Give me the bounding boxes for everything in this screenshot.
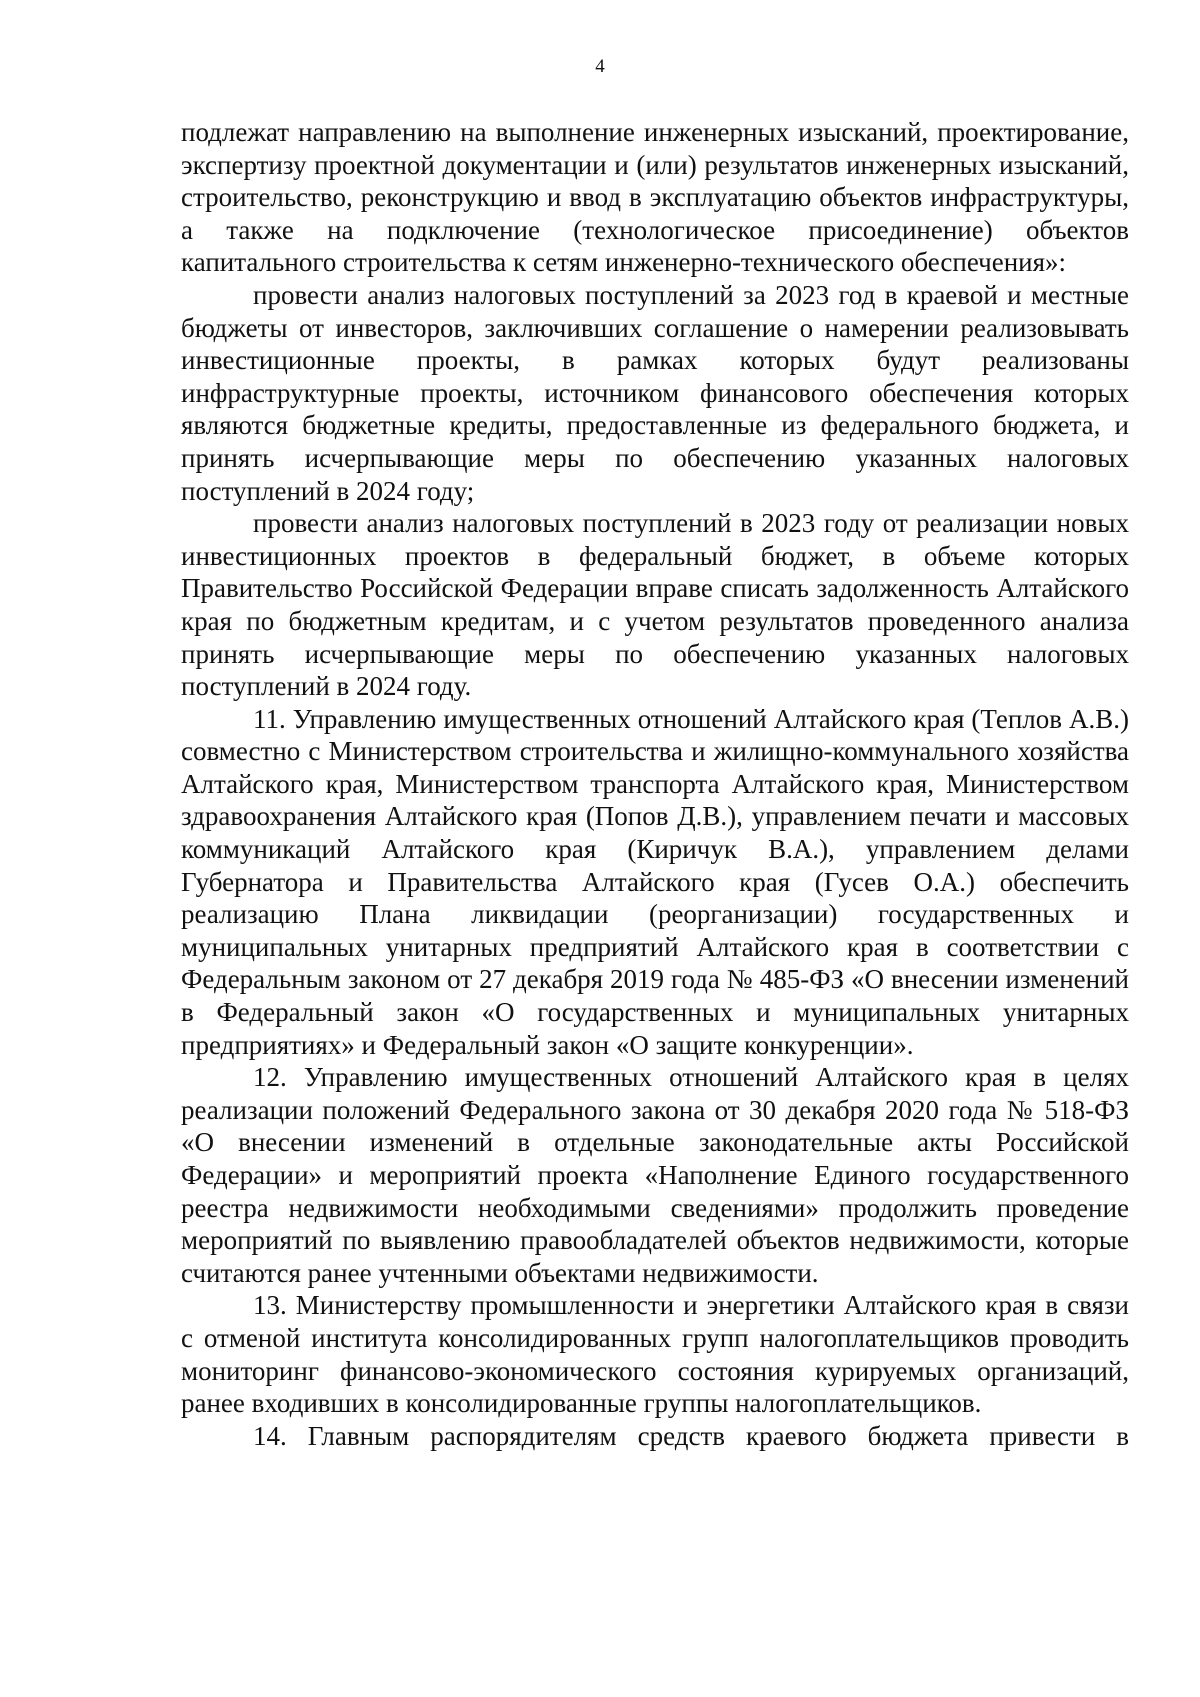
paragraph-tax-analysis-2023-local: провести анализ налоговых поступлений за 2023 год в краевой и местные бюджеты от инвесторов, заключивших соглашение о намерении реализовывать инвестиционные проекты, в рамках которых будут реализованы инфраструктурные проекты, источником финансового обеспечения которых являются бюджетные кредиты, предоставленные из федерального бюджета, и принять исчерпывающие меры по обеспечению указанных налоговых поступлений в 2024 году; [181, 279, 1129, 506]
paragraph-item-13: 13. Министерству промышленности и энергетики Алтайского края в связи с отменой института консолидированных групп налогоплательщиков проводить мониторинг финансово-экономического состояния курируемых организаций, ранее входивших в консолидированные группы налогоплательщиков. [181, 1290, 1129, 1419]
paragraph-item-14: 14. Главным распорядителям средств краевого бюджета привести в [253, 1420, 1129, 1451]
paragraph-tax-analysis-2023-federal: провести анализ налоговых поступлений в 2023 году от реализации новых инвестиционных проектов в федеральный бюджет, в объеме которых Правительство Российской Федерации вправе списать задолженность Алтайского края по бюджетным кредитам, и с учетом результатов проведенного анализа принять исчерпывающие меры по обеспечению указанных налоговых поступлений в 2024 году. [181, 508, 1129, 702]
page-number: 4 [595, 56, 605, 77]
paragraph-item-11: 11. Управлению имущественных отношений Алтайского края (Теплов А.В.) совместно с Министерством строительства и жилищно-коммунального хозяйства Алтайского края, Министерством транспорта Алтайского края, Министерством здравоохранения Алтайского края (Попов Д.В.), управлением печати и массовых коммуникаций Алтайского края (Киричук В.А.), управлением делами Губернатора и Правительства Алтайского края (Гусев О.А.) обеспечить реализацию Плана ликвидации (реорганизации) государственных и муниципальных унитарных предприятий Алтайского края в соответствии с Федеральным законом от 27 декабря 2019 года № 485-ФЗ «О внесении изменений в Федеральный закон «О государственных и муниципальных унитарных предприятиях» и Федеральный закон «О защите конкуренции». [181, 703, 1129, 1060]
paragraph-item-12: 12. Управлению имущественных отношений Алтайского края в целях реализации положений Федерального закона от 30 декабря 2020 года № 518-ФЗ «О внесении изменений в отдельные законодательные акты Российской Федерации» и мероприятий проекта «Наполнение Единого государственного реестра недвижимости необходимыми сведениями» продолжить проведение мероприятий по выявлению правообладателей объектов недвижимости, которые считаются ранее учтенными объектами недвижимости. [181, 1062, 1129, 1288]
paragraph-continuation: подлежат направлению на выполнение инженерных изысканий, проектирование, экспертизу проектной документации и (или) результатов инженерных изысканий, строительство, реконструкцию и ввод в эксплуатацию объектов инфраструктуры, а также на подключение (технологическое присоединение) объектов капитального строительства к сетям инженерно-технического обеспечения»: [181, 117, 1129, 278]
document-body [181, 116, 1129, 1452]
